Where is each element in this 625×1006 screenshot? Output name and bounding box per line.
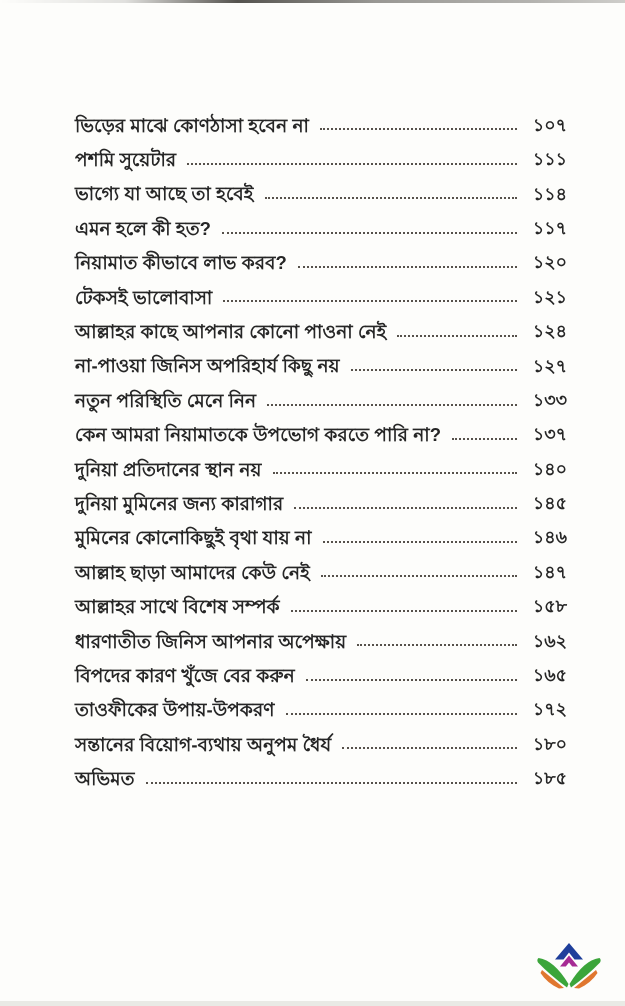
dot-leader xyxy=(320,128,517,130)
toc-entry-title: টেকসই ভালোবাসা xyxy=(75,286,213,308)
toc-row xyxy=(75,691,567,725)
scan-top-edge xyxy=(0,0,625,3)
toc-row xyxy=(75,622,567,656)
toc-entry-title: পশমি সুয়েটার xyxy=(75,149,177,171)
toc-entry-title: ধারণাতীত জিনিস আপনার অপেক্ষায় xyxy=(75,630,347,652)
toc-row xyxy=(75,278,567,312)
toc-entry-title: ভাগ্যে যা আছে তা হবেই xyxy=(75,183,254,205)
toc-row xyxy=(75,140,567,174)
dot-leader xyxy=(298,266,517,268)
dot-leader xyxy=(357,644,517,646)
toc-row xyxy=(75,244,567,278)
toc-entry-title: দুনিয়া প্রতিদানের স্থান নয় xyxy=(75,458,262,480)
toc-row xyxy=(75,175,567,209)
toc-entry-title: অভিমত xyxy=(75,768,135,790)
toc-entry-title: ভিড়ের মাঝে কোণঠাসা হবেন না xyxy=(75,114,309,136)
toc-entry-title: তাওফীকের উপায়-উপকরণ xyxy=(75,699,275,721)
toc-entry-page-number: ১১১ xyxy=(532,149,567,170)
toc-entry-page-number: ১৩৭ xyxy=(532,424,567,445)
toc-entry-page-number: ১৪০ xyxy=(532,458,567,479)
toc-entry-page-number: ১৪৬ xyxy=(532,527,567,548)
dot-leader xyxy=(452,438,517,440)
toc-row xyxy=(75,484,567,518)
toc-row xyxy=(75,450,567,484)
dot-leader xyxy=(306,679,517,681)
toc-entry-page-number: ১৮০ xyxy=(532,733,567,754)
toc-entry-title: এমন হলে কী হত? xyxy=(75,217,212,239)
toc-entry-page-number: ১২৪ xyxy=(532,321,567,342)
toc-entry-title: আল্লাহর কাছে আপনার কোনো পাওনা নেই xyxy=(75,321,387,343)
dot-leader xyxy=(397,335,517,337)
toc-row xyxy=(75,347,567,381)
toc-row xyxy=(75,553,567,587)
toc-row xyxy=(75,656,567,690)
toc-entry-page-number: ১৩৩ xyxy=(532,389,567,410)
toc-entry-page-number: ১০৭ xyxy=(532,114,567,135)
dot-leader xyxy=(286,713,517,715)
toc-entry-title: কেন আমরা নিয়ামাতকে উপভোগ করতে পারি না? xyxy=(75,424,442,446)
publisher-logo xyxy=(537,941,601,993)
open-book-with-arrow-logo-icon xyxy=(537,941,601,993)
dot-leader xyxy=(323,541,517,543)
toc-entry-page-number: ১১৪ xyxy=(532,183,567,204)
toc-entry-title: না-পাওয়া জিনিস অপরিহার্য কিছু নয় xyxy=(75,355,340,377)
toc-entry-page-number: ১৪৫ xyxy=(532,493,567,514)
toc-entry-title: মুমিনের কোনোকিছুই বৃথা যায় না xyxy=(75,527,312,549)
toc-entry-title: বিপদের কারণ খুঁজে বের করুন xyxy=(75,664,295,686)
toc-row xyxy=(75,519,567,553)
scan-bottom-edge xyxy=(0,1001,625,1006)
dot-leader xyxy=(291,610,517,612)
toc-entry-title: সন্তানের বিয়োগ-ব্যথায় অনুপম ধৈর্য xyxy=(75,733,332,755)
toc-entry-title: নতুন পরিস্থিতি মেনে নিন xyxy=(75,389,257,411)
toc-entry-page-number: ১২১ xyxy=(532,286,567,307)
dot-leader xyxy=(321,575,517,577)
toc-entry-page-number: ১১৭ xyxy=(532,217,567,238)
dot-leader xyxy=(146,782,517,784)
dot-leader xyxy=(273,472,517,474)
toc-row xyxy=(75,587,567,621)
toc-row xyxy=(75,416,567,450)
toc-row xyxy=(75,209,567,243)
toc-row xyxy=(75,106,567,140)
toc-entry-page-number: ১৪৭ xyxy=(532,561,567,582)
dot-leader xyxy=(351,369,517,371)
toc-entry-page-number: ১৫৮ xyxy=(532,596,567,617)
toc-entry-page-number: ১২০ xyxy=(532,252,567,273)
dot-leader xyxy=(265,197,518,199)
dot-leader xyxy=(187,163,517,165)
toc-entry-page-number: ১৭২ xyxy=(532,699,567,720)
toc-row xyxy=(75,381,567,415)
dot-leader xyxy=(223,300,517,302)
toc-entry-page-number: ১৬৫ xyxy=(532,665,567,686)
toc-entry-title: আল্লাহ ছাড়া আমাদের কেউ নেই xyxy=(75,561,310,583)
toc-row xyxy=(75,725,567,759)
toc-entry-title: নিয়ামাত কীভাবে লাভ করব? xyxy=(75,252,287,274)
toc-row xyxy=(75,759,567,793)
dot-leader xyxy=(294,507,517,509)
dot-leader xyxy=(342,747,517,749)
toc-entry-page-number: ১২৭ xyxy=(532,355,567,376)
toc-entry-title: দুনিয়া মুমিনের জন্য কারাগার xyxy=(75,492,284,514)
table-of-contents xyxy=(75,106,567,794)
dot-leader xyxy=(222,232,517,234)
toc-row xyxy=(75,312,567,346)
toc-entry-title: আল্লাহর সাথে বিশেষ সম্পর্ক xyxy=(75,596,280,618)
toc-entry-page-number: ১৮৫ xyxy=(532,768,567,789)
dot-leader xyxy=(267,404,517,406)
toc-entry-page-number: ১৬২ xyxy=(532,630,567,651)
